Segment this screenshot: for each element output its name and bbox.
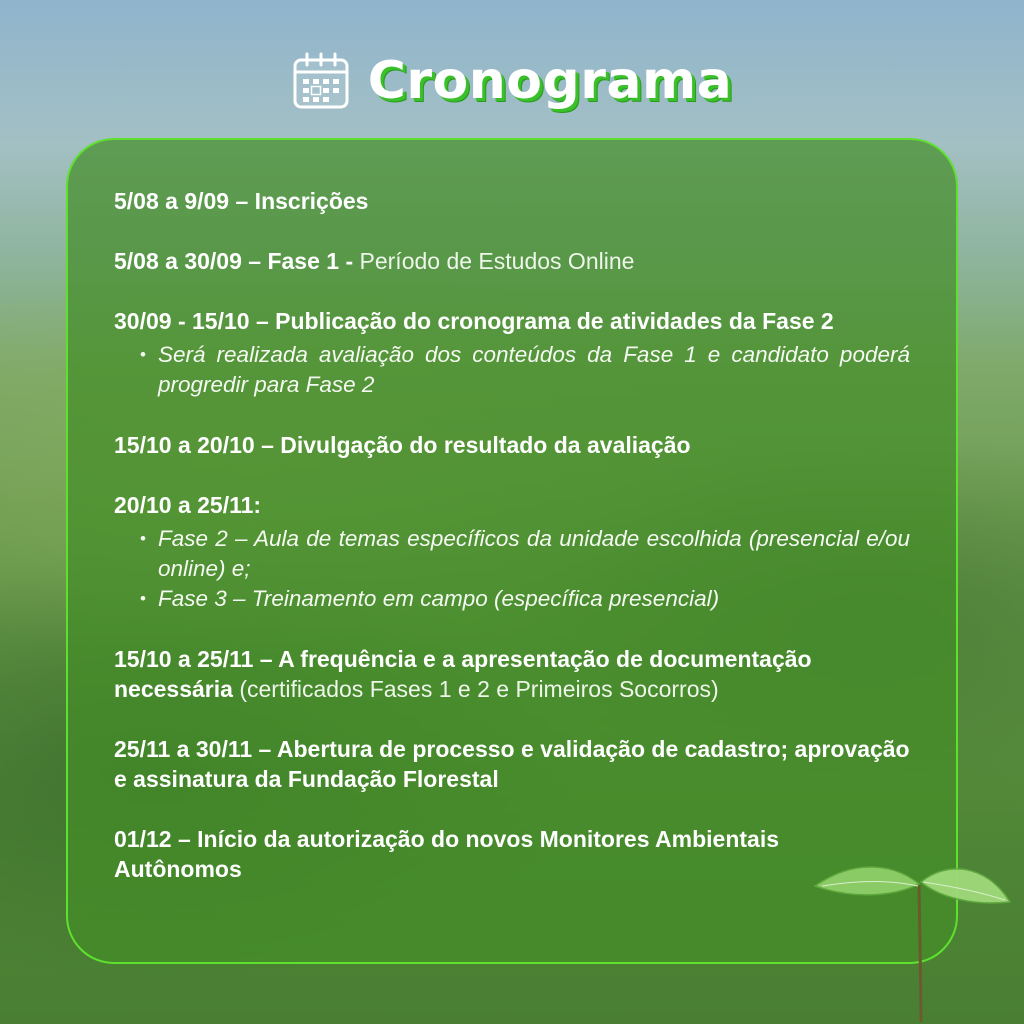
entry-heading: 25/11 a 30/11 – Abertura de processo e validação de cadastro; aprovação e assinatura da Fundação Florestal <box>114 736 910 792</box>
header <box>0 50 1024 112</box>
entry-heading: 20/10 a 25/11: <box>114 492 262 518</box>
calendar-icon <box>292 52 350 110</box>
sprout-icon <box>800 850 1024 1024</box>
schedule-entry <box>114 430 910 460</box>
schedule-entry <box>114 644 910 704</box>
entry-heading: 5/08 a 9/09 – Inscrições <box>114 188 369 214</box>
entry-heading: 15/10 a 20/10 – Divulgação do resultado da avaliação <box>114 432 691 458</box>
entry-bullets <box>114 524 910 614</box>
schedule-entry <box>114 490 910 614</box>
entry-bullets <box>114 340 910 400</box>
bullet-item: • Fase 3 – Treinamento em campo (específica presencial) <box>158 584 910 614</box>
schedule-entry <box>114 246 910 276</box>
entry-detail: Período de Estudos Online <box>353 248 635 274</box>
entry-heading: 15/10 a 25/11 – A frequência e a apresentação de documentação necessária <box>114 646 812 702</box>
bullet-item: • Será realizada avaliação dos conteúdos da Fase 1 e candidato poderá progredir para Fase 2 <box>158 340 910 400</box>
bullet-item: • Fase 2 – Aula de temas específicos da unidade escolhida (presencial e/ou online) e; <box>158 524 910 584</box>
schedule-entry <box>114 306 910 400</box>
schedule-entry <box>114 186 910 216</box>
schedule-card <box>66 138 958 964</box>
schedule-entry <box>114 824 910 884</box>
entry-heading: 5/08 a 30/09 – Fase 1 - <box>114 248 354 274</box>
entry-heading: 30/09 - 15/10 – Publicação do cronograma de atividades da Fase 2 <box>114 308 834 334</box>
page-title: Cronograma <box>367 51 733 111</box>
entry-heading: 01/12 – Início da autorização do novos Monitores Ambientais Autônomos <box>114 826 780 882</box>
entry-detail: (certificados Fases 1 e 2 e Primeiros Socorros) <box>232 676 719 702</box>
schedule-entry <box>114 734 910 794</box>
